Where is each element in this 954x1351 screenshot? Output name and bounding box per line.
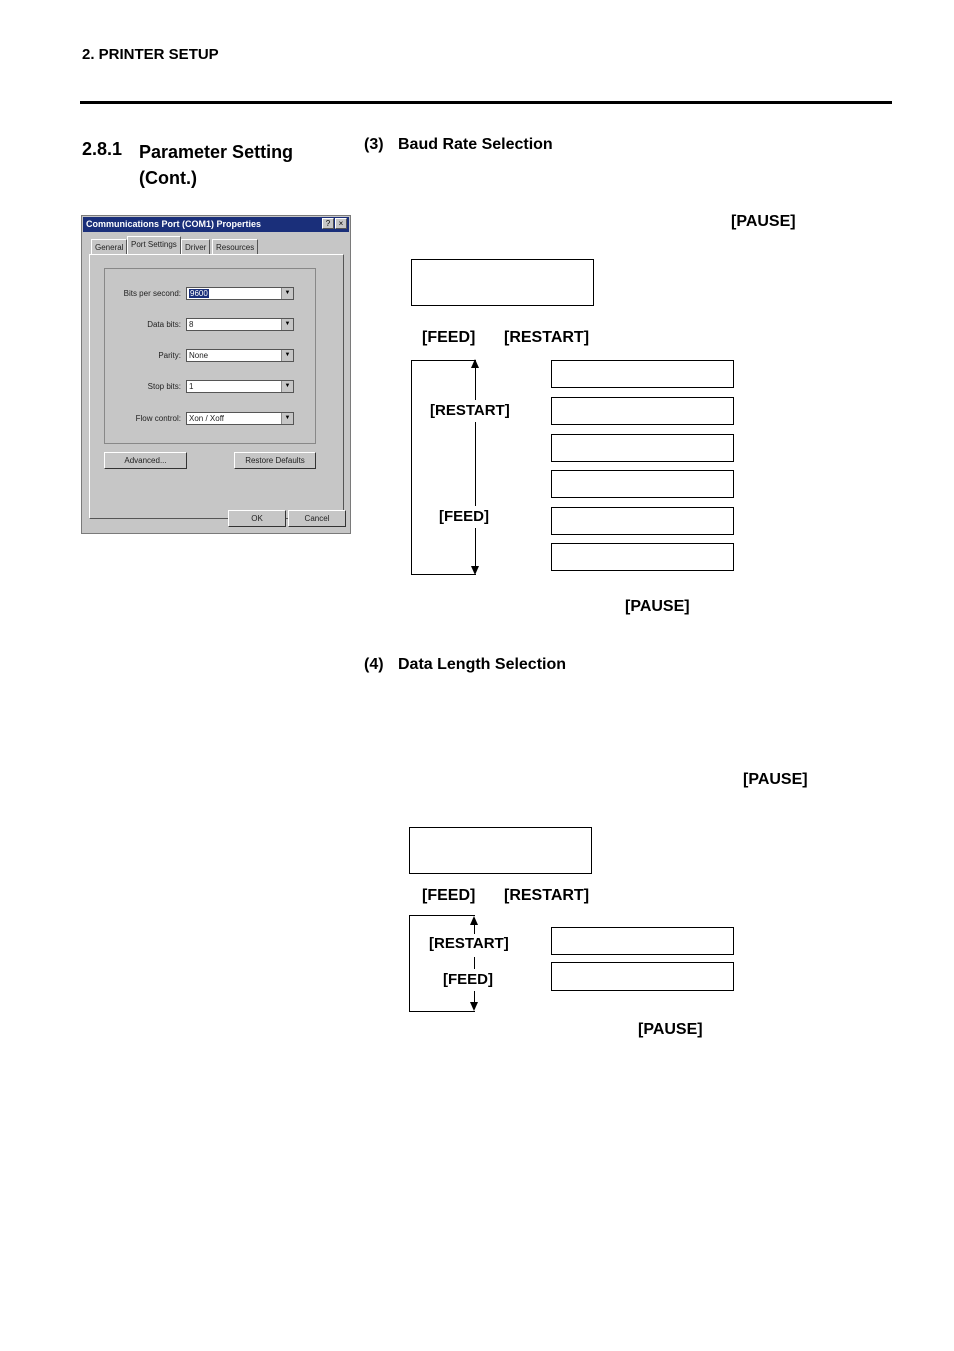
datalen-pause-key-bottom: [PAUSE] [638,1021,703,1038]
stop-bits-value: 1 [189,382,194,391]
flow-control-select[interactable] [186,412,294,425]
tab-general[interactable]: General [91,239,127,254]
section-title-line2: (Cont.) [139,168,197,188]
section-title [139,139,293,191]
baud-pause-key: [PAUSE] [731,213,796,230]
chevron-down-icon: ▼ [281,413,293,424]
datalen-loop-bottom [409,1011,475,1012]
datalen-option-box [551,927,734,955]
baud-option-box [551,470,734,498]
stop-bits-select[interactable] [186,380,294,393]
help-button[interactable]: ? [322,218,334,229]
baud-loop-line [475,422,476,506]
datalen-restart-key: [RESTART] [504,887,590,904]
arrow-down-icon [470,1002,478,1011]
ok-button[interactable]: OK [228,510,286,527]
tab-driver[interactable]: Driver [181,239,210,254]
com-port-properties-dialog [81,215,351,534]
arrow-up-icon [471,359,479,368]
baud-loop-line [475,528,476,566]
arrow-up-icon [470,916,478,925]
chevron-down-icon: ▼ [281,288,293,299]
datalen-heading-number: (4) [364,656,384,673]
datalen-loop-top [409,915,475,916]
parity-select[interactable] [186,349,294,362]
baud-option-box [551,507,734,535]
cancel-button[interactable]: Cancel [288,510,346,527]
restore-defaults-button[interactable]: Restore Defaults [234,452,316,469]
baud-option-box [551,543,734,571]
baud-option-box [551,397,734,425]
chapter-header: 2. PRINTER SETUP [82,46,219,63]
close-button[interactable]: × [335,218,347,229]
baud-heading: Baud Rate Selection [398,136,553,153]
parity-value: None [189,351,209,360]
datalen-lcd-display [409,827,592,874]
flow-control-label: Flow control: [135,414,181,423]
baud-option-box [551,434,734,462]
baud-heading-number: (3) [364,136,384,153]
bits-per-second-label: Bits per second: [123,289,181,298]
baud-loop-feed: [FEED] [439,508,489,525]
datalen-loop-feed: [FEED] [443,971,493,988]
data-bits-select[interactable] [186,318,294,331]
tab-resources[interactable]: Resources [212,239,258,254]
section-title-line1: Parameter Setting [139,142,294,162]
datalen-option-box [551,962,734,991]
datalen-loop-line [474,991,475,1002]
baud-feed-key: [FEED] [422,329,476,346]
datalen-loop-line [474,957,475,969]
bits-per-second-select[interactable] [186,287,294,300]
baud-loop-line [475,368,476,400]
parity-label: Parity: [158,351,181,360]
baud-pause-key-bottom: [PAUSE] [625,598,690,615]
chevron-down-icon: ▼ [281,350,293,361]
bits-per-second-value: 9600 [190,289,208,298]
datalen-pause-key: [PAUSE] [743,771,808,788]
data-bits-value: 8 [189,320,194,329]
datalen-heading: Data Length Selection [398,656,567,673]
dialog-title-bar: Communications Port (COM1) Properties [83,217,349,232]
arrow-down-icon [471,566,479,575]
baud-loop-top [411,360,476,361]
datalen-loop-line [474,925,475,934]
flow-control-value: Xon / Xoff [189,414,224,423]
datalen-feed-key: [FEED] [422,887,476,904]
baud-loop-left [411,360,412,575]
baud-restart-key: [RESTART] [504,329,590,346]
advanced-button[interactable]: Advanced... [104,452,187,469]
stop-bits-label: Stop bits: [147,382,181,391]
tab-port-settings[interactable]: Port Settings [127,236,181,255]
baud-option-box [551,360,734,388]
baud-loop-bottom [411,574,476,575]
baud-lcd-display [411,259,594,306]
data-bits-label: Data bits: [147,320,181,329]
baud-loop-restart: [RESTART] [430,402,510,419]
chevron-down-icon: ▼ [281,319,293,330]
datalen-loop-restart: [RESTART] [429,935,509,952]
header-rule [80,101,892,104]
chevron-down-icon: ▼ [281,381,293,392]
section-number: 2.8.1 [82,139,123,159]
datalen-loop-left [409,915,410,1012]
